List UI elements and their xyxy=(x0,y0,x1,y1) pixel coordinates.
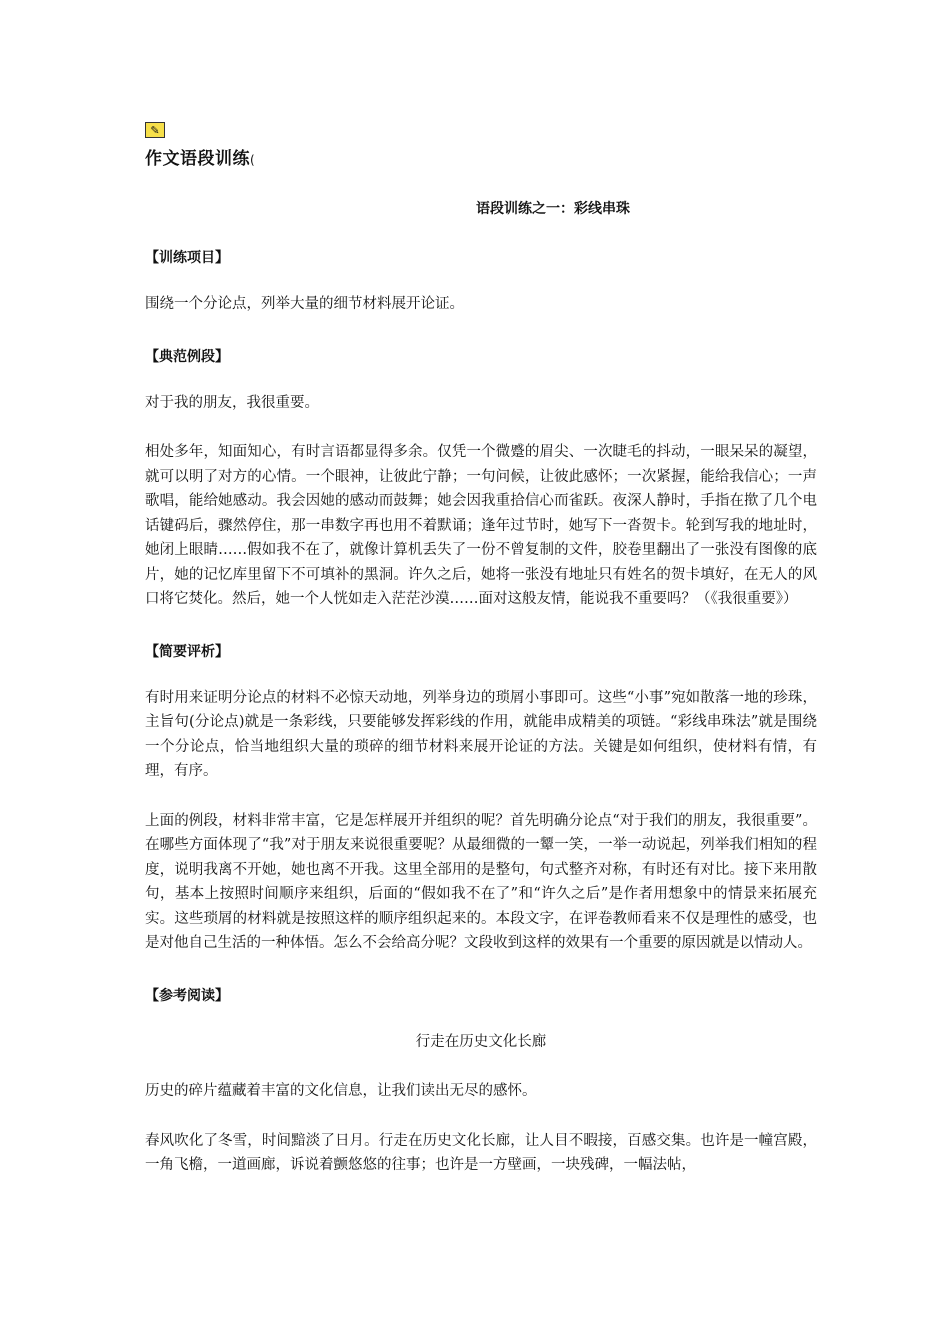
document-title-paren: ( xyxy=(250,153,256,167)
comment-paragraph-1: 有时用来证明分论点的材料不必惊天动地，列举身边的琐屑小事即可。这些“小事”宛如散落一地的珍珠，主旨句(分论点)就是一条彩线，只要能够发挥彩线的作用，就能串成精美的项链。“彩线串珠法”就是围绕一个分论点，恰当地组织大量的琐碎的细节材料来展开论证的方法。关键是如何组织，使材料有情，有理，有序。 xyxy=(145,689,817,779)
training-project-text: 围绕一个分论点，列举大量的细节材料展开论证。 xyxy=(145,296,464,312)
heading-brief-comment: 【简要评析】 xyxy=(145,643,229,660)
heading-training-project: 【训练项目】 xyxy=(145,250,229,266)
document-title xyxy=(145,144,817,169)
heading-model-paragraph: 【典范例段】 xyxy=(145,348,229,365)
reading-paragraph-2: 春风吹化了冬雪，时间黯淡了日月。行走在历史文化长廊，让人目不暇接，百感交集。也许是一幢宫殿，一角飞檐，一道画廊，诉说着颤悠悠的往事；也许是一方壁画，一块残碑，一幅法帖， xyxy=(145,1132,817,1173)
model-paragraph-body: 相处多年，知面知心，有时言语都显得多余。仅凭一个微蹙的眉尖、一次睫毛的抖动，一眼呆呆的凝望，就可以明了对方的心情。一个眼神，让彼此宁静；一句问候，让彼此感怀；一次紧握，能给我信心；一声歌唱，能给她感动。我会因她的感动而鼓舞；她会因我重拾信心而雀跃。夜深人静时，手指在揿了几个电话键码后，骤然停住，那一串数字再也用不着默诵；逢年过节时，她写下一沓贺卡。轮到写我的地址时，她闭上眼睛……假如我不在了，就像计算机丢失了一份不曾复制的文件，胶卷里翻出了一张没有图像的底片，她的记忆库里留下不可填补的黑洞。许久之后，她将一张没有地址只有姓名的贺卡填好，在无人的风口将它焚化。然后，她一个人恍如走入茫茫沙漠……面对这般友情，能说我不重要吗？（《我很重要》） xyxy=(145,444,817,607)
document-title-text: 作文语段训练 xyxy=(145,149,250,169)
document-page xyxy=(145,122,817,1178)
reading-paragraph-1: 历史的碎片蕴藏着丰富的文化信息，让我们读出无尽的感怀。 xyxy=(145,1083,537,1099)
model-paragraph-topic: 对于我的朋友，我很重要。 xyxy=(145,394,319,411)
comment-paragraph-2: 上面的例段，材料非常丰富，它是怎样展开并组织的呢？首先明确分论点“对于我们的朋友，我很重要”。在哪些方面体现了“我”对于朋友来说很重要呢？从最细微的一颦一笑，一举一动说起，列举我们相知的程度，说明我离不开她，她也离不开我。这里全部用的是整句，句式整齐对称，有时还有对比。接下来用散句，基本上按照时间顺序来组织，后面的“假如我不在了”和“许久之后”是作者用想象中的情景来拓展充实。这些琐屑的材料就是按照这样的顺序组织起来的。本段文字，在评卷教师看来不仅是理性的感受，也是对他自己生活的一种体悟。怎么不会给高分呢？文段收到这样的效果有一个重要的原因就是以情动人。 xyxy=(145,812,817,951)
document-link-icon[interactable]: ✎ xyxy=(145,122,165,138)
section-title: 语段训练之一：彩线串珠 xyxy=(476,201,630,217)
reading-title: 行走在历史文化长廊 xyxy=(415,1033,547,1050)
heading-reference-reading: 【参考阅读】 xyxy=(145,987,229,1004)
